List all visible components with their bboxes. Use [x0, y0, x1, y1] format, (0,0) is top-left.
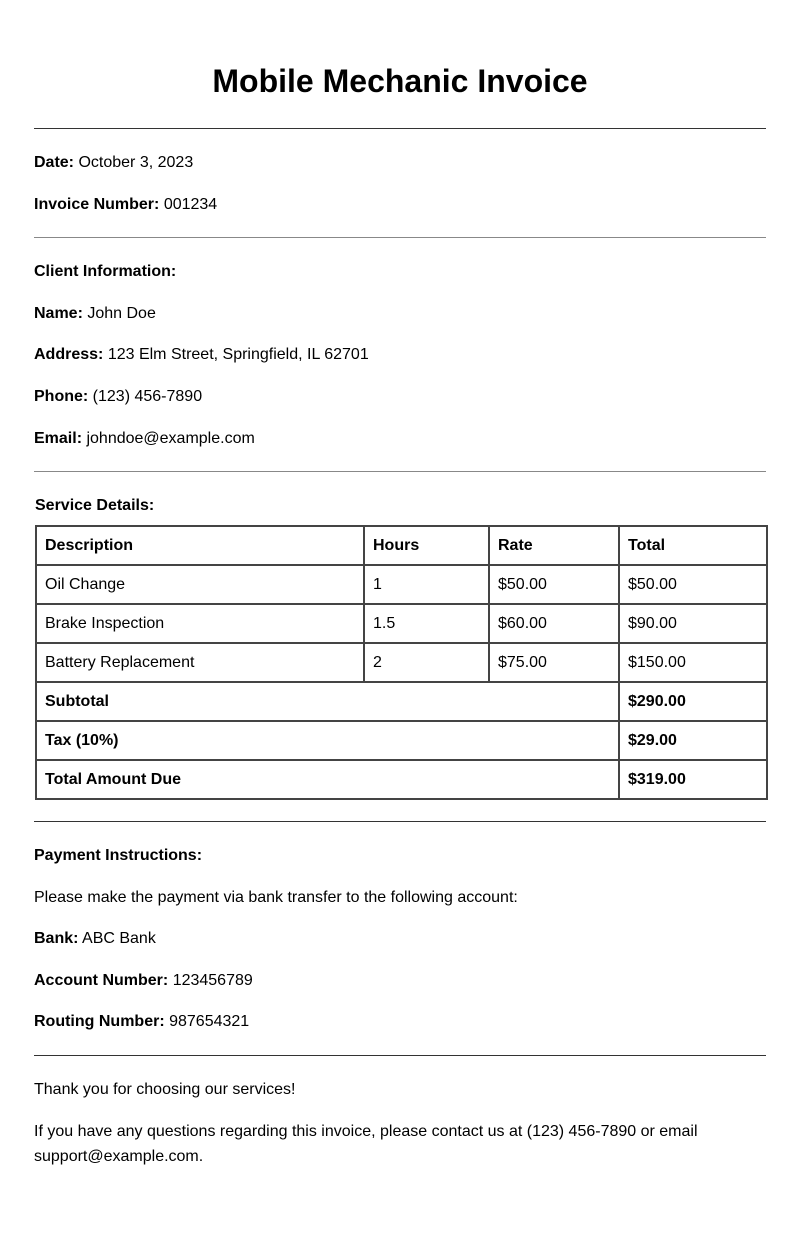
routing-number-value: 987654321 [169, 1013, 250, 1030]
service-table [35, 525, 768, 800]
total-value: $319.00 [619, 760, 767, 799]
tax-value: $29.00 [619, 721, 767, 760]
client-info-heading: Client Information: [34, 263, 177, 280]
account-number-label: Account Number: [34, 972, 169, 989]
date-label: Date: [34, 154, 75, 171]
client-email-label: Email: [34, 430, 83, 447]
service-hours: 1 [364, 565, 489, 604]
client-name-line [34, 304, 766, 324]
client-address-value: 123 Elm Street, Springfield, IL 62701 [107, 346, 369, 363]
column-header: Description [36, 526, 364, 565]
contact-message: If you have any questions regarding this invoice, please contact us at (123) 456-7890 or email support@example.com. [34, 1123, 698, 1165]
payment-intro: Please make the payment via bank transfer to the following account: [34, 889, 518, 906]
service-total: $50.00 [619, 565, 767, 604]
service-description: Battery Replacement [36, 643, 364, 682]
service-hours: 2 [364, 643, 489, 682]
service-rate: $50.00 [489, 565, 619, 604]
client-address-label: Address: [34, 346, 104, 363]
client-email-value: johndoe@example.com [86, 430, 255, 447]
payment-instructions-heading: Payment Instructions: [34, 847, 203, 864]
client-name-label: Name: [34, 305, 83, 322]
column-header: Total [619, 526, 767, 565]
bank-label: Bank: [34, 930, 79, 947]
total-row [36, 760, 767, 799]
subtotal-value: $290.00 [619, 682, 767, 721]
client-address-line [34, 345, 766, 365]
total-label: Total Amount Due [36, 760, 619, 799]
routing-number-line [34, 1012, 766, 1032]
bank-line [34, 929, 766, 949]
thank-you-message: Thank you for choosing our services! [34, 1081, 296, 1098]
service-total: $150.00 [619, 643, 767, 682]
date-line [34, 153, 766, 173]
table-row [36, 643, 767, 682]
invoice-number-label: Invoice Number: [34, 196, 160, 213]
table-row [36, 565, 767, 604]
service-hours: 1.5 [364, 604, 489, 643]
table-header-row [36, 526, 767, 565]
column-header: Rate [489, 526, 619, 565]
bank-value: ABC Bank [82, 930, 156, 947]
tax-row [36, 721, 767, 760]
page-title: Mobile Mechanic Invoice [212, 63, 588, 99]
service-details-heading: Service Details: [35, 497, 155, 514]
subtotal-row [36, 682, 767, 721]
client-phone-line [34, 387, 766, 407]
service-total: $90.00 [619, 604, 767, 643]
column-header: Hours [364, 526, 489, 565]
invoice-number-line [34, 195, 766, 215]
service-rate: $60.00 [489, 604, 619, 643]
date-value: October 3, 2023 [78, 154, 194, 171]
subtotal-label: Subtotal [36, 682, 619, 721]
tax-label: Tax (10%) [36, 721, 619, 760]
account-number-value: 123456789 [172, 972, 253, 989]
service-description: Oil Change [36, 565, 364, 604]
client-name-value: John Doe [87, 305, 156, 322]
client-phone-label: Phone: [34, 388, 89, 405]
account-number-line [34, 971, 766, 991]
invoice-number-value: 001234 [163, 196, 218, 213]
table-row [36, 604, 767, 643]
service-description: Brake Inspection [36, 604, 364, 643]
client-phone-value: (123) 456-7890 [92, 388, 203, 405]
client-email-line [34, 429, 766, 449]
service-rate: $75.00 [489, 643, 619, 682]
routing-number-label: Routing Number: [34, 1013, 165, 1030]
